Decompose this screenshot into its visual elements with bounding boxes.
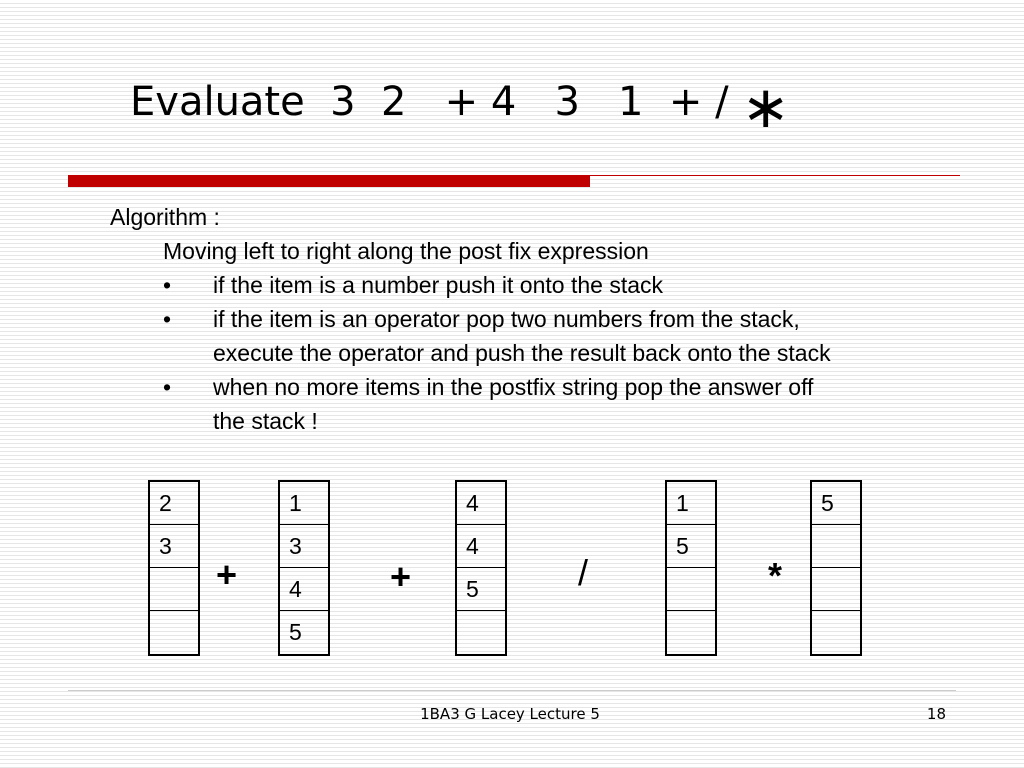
operator-multiply: * bbox=[768, 555, 783, 596]
stack-cell: 5 bbox=[812, 482, 860, 525]
footer-lecture-label: 1BA3 G Lacey Lecture 5 bbox=[420, 705, 600, 723]
footer-divider bbox=[68, 690, 956, 691]
algorithm-text bbox=[110, 200, 878, 438]
bullet-item bbox=[110, 370, 878, 438]
bullet-item bbox=[110, 268, 878, 302]
stack-cell bbox=[150, 568, 198, 611]
slide-number: 18 bbox=[926, 705, 946, 723]
stack-cell: 5 bbox=[667, 525, 715, 568]
stack-cell bbox=[812, 568, 860, 611]
stack-cell: 3 bbox=[280, 525, 328, 568]
stack-cell bbox=[150, 611, 198, 654]
bullet-symbol: • bbox=[163, 374, 172, 400]
stack-3 bbox=[455, 480, 507, 656]
bullet-symbol: • bbox=[163, 306, 172, 332]
stack-cell: 1 bbox=[280, 482, 328, 525]
stack-cell bbox=[812, 611, 860, 654]
operator-plus: + bbox=[390, 556, 412, 597]
title-accent-bar bbox=[68, 175, 590, 187]
stack-cell: 5 bbox=[457, 568, 505, 611]
stack-cell bbox=[457, 611, 505, 654]
stack-cell: 4 bbox=[457, 482, 505, 525]
stack-cell bbox=[667, 568, 715, 611]
title-text: Evaluate 3 2 + 4 3 1 + / bbox=[130, 79, 742, 125]
bullet-text: when no more items in the postfix string pop the answer off the stack ! bbox=[213, 374, 814, 434]
stack-5 bbox=[810, 480, 862, 656]
stack-cell: 5 bbox=[289, 619, 302, 645]
title-accent-line bbox=[590, 175, 960, 176]
stack-cell bbox=[667, 611, 715, 654]
stack-cell: 4 bbox=[280, 568, 328, 611]
stack-4 bbox=[665, 480, 717, 656]
bullet-text: if the item is an operator pop two numbers from the stack, execute the operator and push the result back onto the stack bbox=[213, 306, 831, 366]
algorithm-intro: Moving left to right along the post fix expression bbox=[163, 238, 649, 264]
stack-2 bbox=[278, 480, 330, 656]
stack-cell: 2 bbox=[150, 482, 198, 525]
stack-cell: 1 bbox=[667, 482, 715, 525]
operator-plus: + bbox=[216, 554, 238, 595]
stack-cell: 4 bbox=[457, 525, 505, 568]
title-multiply-symbol: ∗ bbox=[741, 73, 790, 141]
operator-divide: / bbox=[578, 552, 589, 593]
stack-1 bbox=[148, 480, 200, 656]
slide-title bbox=[130, 73, 790, 141]
stack-cell bbox=[812, 525, 860, 568]
bullet-text: if the item is a number push it onto the stack bbox=[213, 272, 664, 298]
bullet-symbol: • bbox=[163, 272, 172, 298]
bullet-item bbox=[110, 302, 878, 370]
algorithm-heading: Algorithm : bbox=[110, 204, 220, 230]
stack-cell: 3 bbox=[150, 525, 198, 568]
